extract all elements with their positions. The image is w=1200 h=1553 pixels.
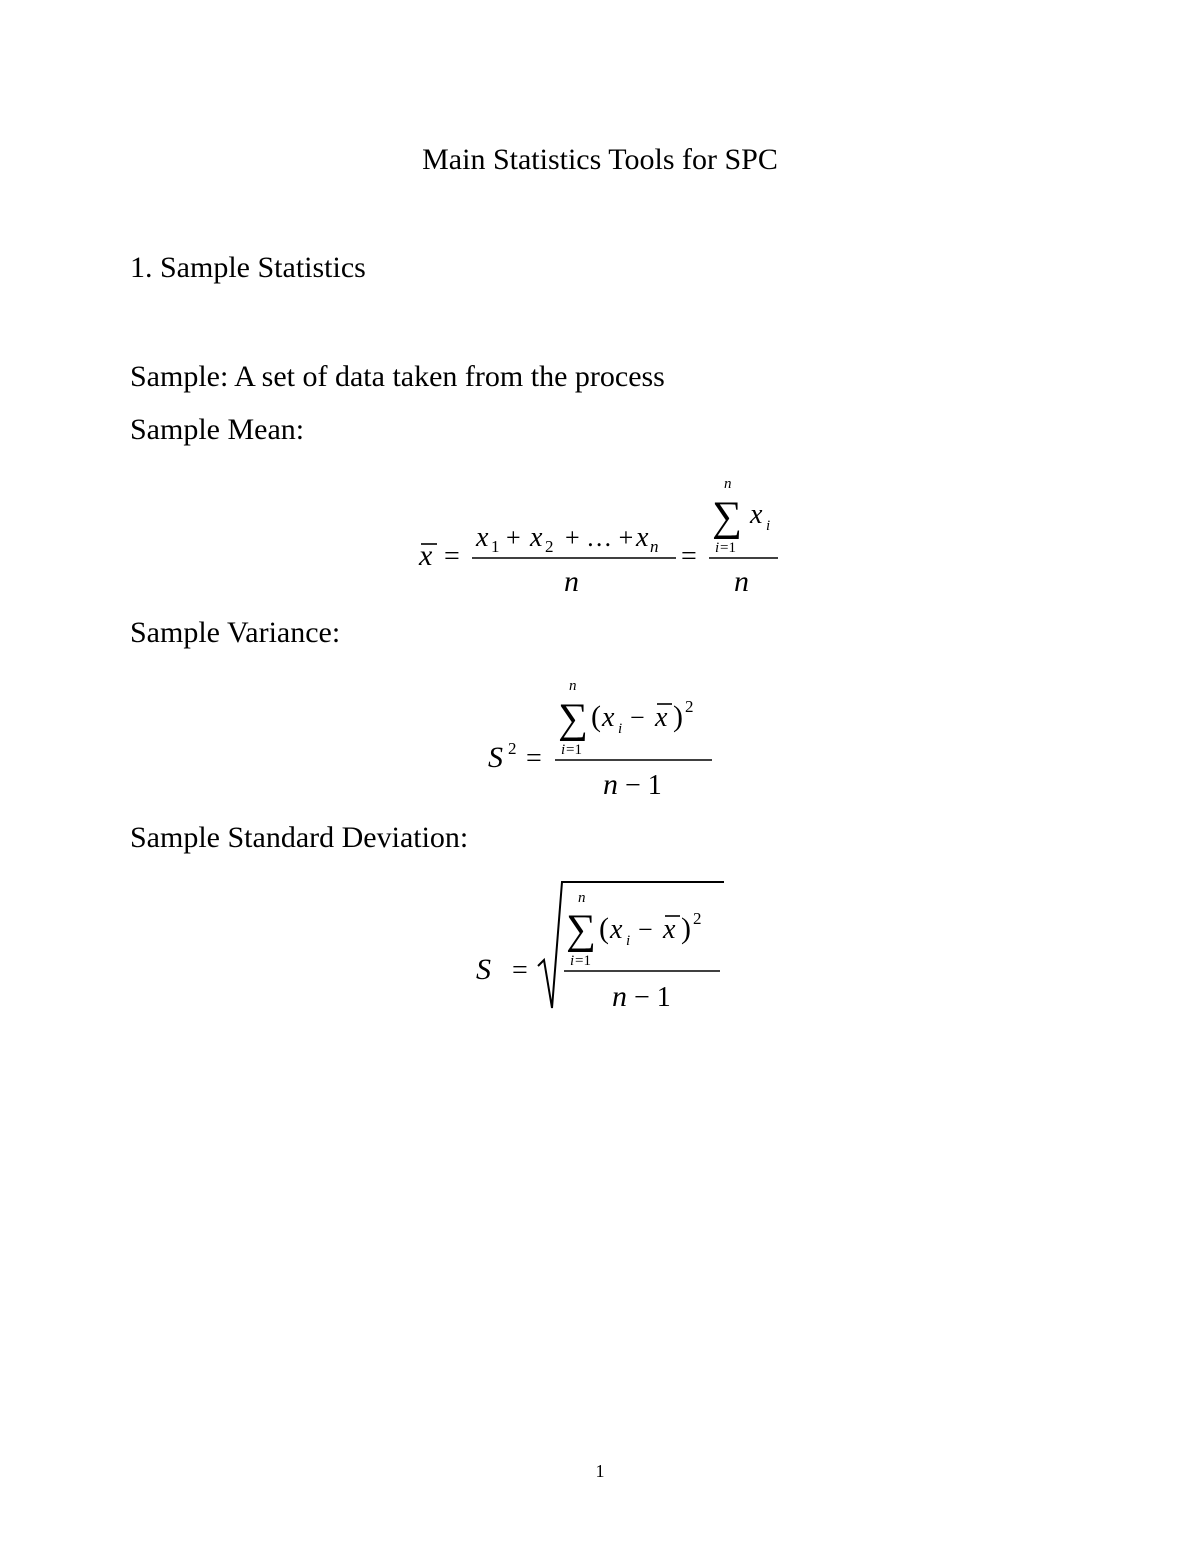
svg-text:n: n: [734, 565, 749, 598]
sample-mean-formula: [400, 470, 800, 610]
svg-text:=: =: [526, 743, 542, 774]
svg-text:x: x: [663, 914, 676, 945]
svg-text:S: S: [476, 953, 491, 986]
svg-text:): ): [681, 912, 691, 945]
svg-text:=1: =1: [566, 742, 582, 758]
svg-text:=: =: [444, 541, 460, 572]
svg-text:+: +: [506, 523, 521, 552]
sample-definition: Sample: A set of data taken from the process: [130, 360, 665, 393]
svg-text:i: i: [570, 953, 575, 969]
svg-text:n: n: [650, 537, 659, 556]
svg-text:=: =: [512, 955, 528, 986]
svg-text:x: x: [476, 522, 489, 553]
svg-text:i: i: [561, 742, 566, 758]
svg-text:2: 2: [693, 909, 702, 928]
page-number: 1: [595, 1461, 605, 1481]
svg-text:i: i: [715, 540, 720, 556]
svg-text:∑: ∑: [558, 696, 588, 742]
svg-text:−: −: [630, 703, 645, 732]
svg-text:2: 2: [508, 739, 517, 758]
sample-variance-formula: [480, 670, 740, 810]
svg-text:i: i: [618, 721, 623, 737]
svg-text:S: S: [488, 741, 503, 774]
sample-mean-label: Sample Mean:: [130, 413, 305, 446]
svg-text:n: n: [569, 678, 577, 694]
svg-text:i: i: [626, 933, 631, 949]
svg-text:x: x: [530, 522, 543, 553]
svg-text:x: x: [655, 702, 668, 733]
svg-text:x: x: [610, 914, 623, 945]
section-heading: 1. Sample Statistics: [130, 251, 366, 284]
svg-text:x: x: [636, 522, 649, 553]
svg-text:x: x: [419, 539, 433, 572]
svg-text:(: (: [591, 700, 601, 733]
svg-text:=1: =1: [720, 540, 736, 556]
svg-text:x: x: [602, 702, 615, 733]
svg-text:x: x: [750, 499, 763, 530]
svg-text:2: 2: [685, 697, 694, 716]
svg-text:+ … +: + … +: [565, 523, 634, 552]
svg-text:n: n: [603, 768, 618, 801]
sample-variance-label: Sample Variance:: [130, 616, 341, 649]
svg-text:i: i: [766, 518, 771, 534]
svg-text:− 1: − 1: [625, 770, 662, 801]
svg-text:1: 1: [491, 537, 500, 556]
svg-text:n: n: [564, 565, 579, 598]
svg-text:−: −: [638, 915, 653, 944]
sample-std-dev-formula: [470, 870, 740, 1020]
svg-text:=1: =1: [575, 953, 591, 969]
page-title: Main Statistics Tools for SPC: [422, 143, 778, 176]
svg-text:∑: ∑: [566, 907, 596, 953]
svg-text:∑: ∑: [712, 494, 742, 540]
svg-text:): ): [673, 700, 683, 733]
sample-std-dev-label: Sample Standard Deviation:: [130, 821, 469, 854]
svg-text:n: n: [724, 476, 732, 492]
svg-text:− 1: − 1: [634, 982, 671, 1013]
svg-text:2: 2: [545, 537, 554, 556]
svg-text:n: n: [578, 890, 586, 906]
svg-text:(: (: [599, 912, 609, 945]
svg-text:=: =: [681, 541, 697, 572]
svg-text:n: n: [612, 980, 627, 1013]
